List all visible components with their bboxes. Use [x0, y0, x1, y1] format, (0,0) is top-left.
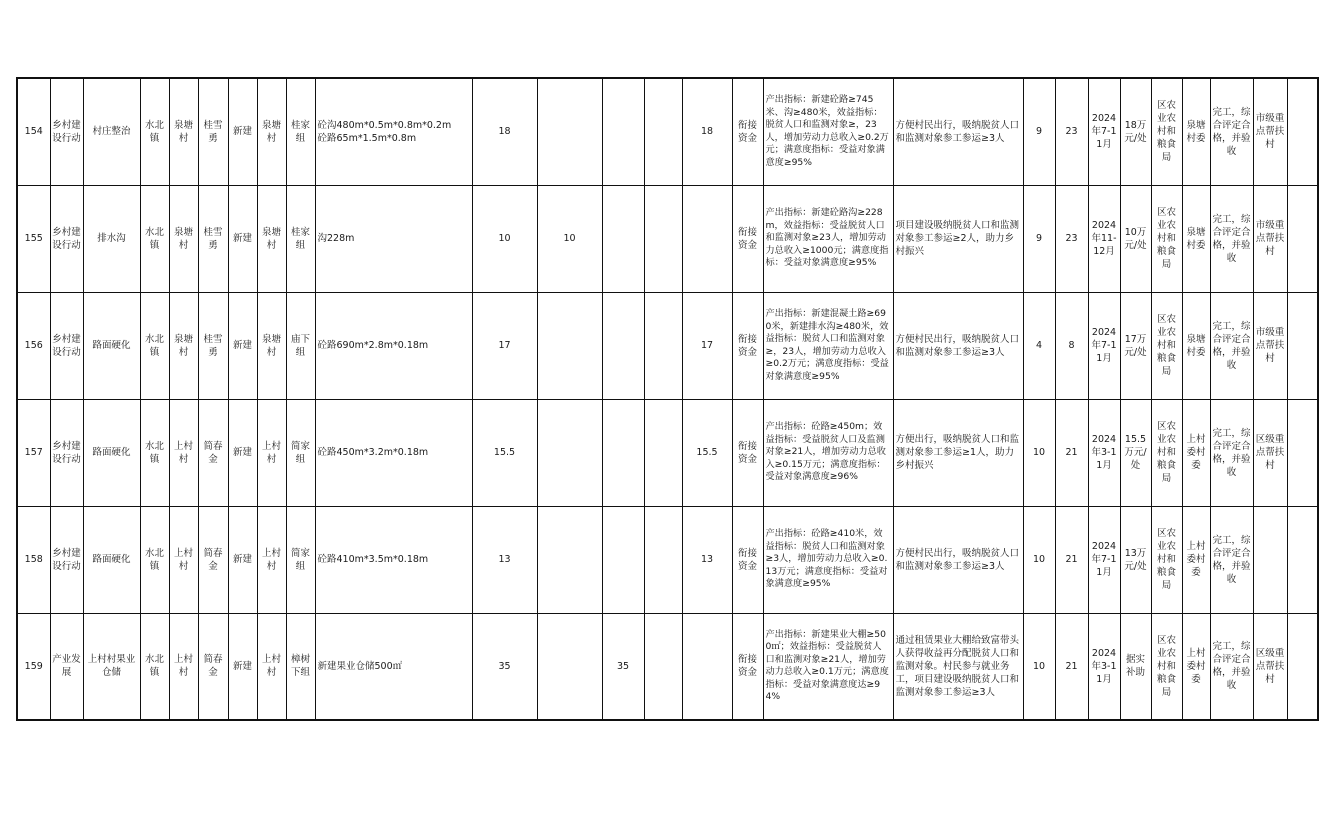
location-village: 泉塘村 — [257, 185, 286, 292]
construction-content: 砼路690m*2.8m*0.18m — [315, 292, 472, 399]
village: 泉塘村 — [169, 78, 198, 185]
fund-column-2: 35 — [602, 613, 644, 720]
table-body — [17, 78, 1318, 720]
subsidy-standard: 10万元/处 — [1120, 185, 1151, 292]
extra-column — [1287, 506, 1318, 613]
construction-content: 新建果业仓储500㎡ — [315, 613, 472, 720]
supervising-department: 区农业农村和粮食局 — [1151, 399, 1182, 506]
benefit-mechanism: 方便出行，吸纳脱贫人口和监测对象参工参运≥1人，助力乡村振兴 — [893, 399, 1023, 506]
construction-content: 砼路410m*3.5m*0.18m — [315, 506, 472, 613]
table-row — [17, 399, 1318, 506]
subsidy-standard: 18万元/处 — [1120, 78, 1151, 185]
construction-nature: 新建 — [228, 185, 257, 292]
subsidy-standard: 据实补助 — [1120, 613, 1151, 720]
fund-column-2 — [602, 292, 644, 399]
extra-column — [1287, 399, 1318, 506]
beneficiary-count-1: 9 — [1023, 185, 1055, 292]
construction-content: 沟228m — [315, 185, 472, 292]
beneficiary-count-2: 21 — [1055, 506, 1088, 613]
benefit-mechanism: 方便村民出行，吸纳脱贫人口和监测对象参工参运≥3人 — [893, 292, 1023, 399]
project-name: 村庄整治 — [83, 78, 140, 185]
row-number: 158 — [17, 506, 50, 613]
construction-content: 砼沟480m*0.5m*0.8m*0.2m 砼路65m*1.5m*0.8m — [315, 78, 472, 185]
responsible-person: 简春金 — [198, 613, 228, 720]
fund-type: 衔接资金 — [732, 185, 763, 292]
beneficiary-count-2: 23 — [1055, 78, 1088, 185]
implementing-unit: 泉塘村委 — [1182, 292, 1210, 399]
fund-column-1 — [537, 292, 602, 399]
beneficiary-count-2: 21 — [1055, 613, 1088, 720]
remark: 市级重点帮扶村 — [1253, 292, 1287, 399]
row-number: 155 — [17, 185, 50, 292]
town: 水北镇 — [140, 399, 169, 506]
project-name: 上村村果业仓储 — [83, 613, 140, 720]
location-village: 泉塘村 — [257, 292, 286, 399]
fund-type: 衔接资金 — [732, 399, 763, 506]
project-category: 乡村建设行动 — [50, 185, 83, 292]
fund-column-3 — [644, 292, 682, 399]
total-investment: 13 — [472, 506, 537, 613]
fund-column-3 — [644, 506, 682, 613]
fund-column-4 — [682, 613, 732, 720]
table-row — [17, 292, 1318, 399]
project-name: 排水沟 — [83, 185, 140, 292]
total-investment: 35 — [472, 613, 537, 720]
implementing-unit: 上村委村委 — [1182, 506, 1210, 613]
location-group: 简家组 — [286, 399, 315, 506]
responsible-person: 桂雪勇 — [198, 185, 228, 292]
total-investment: 17 — [472, 292, 537, 399]
project-table — [16, 77, 1319, 721]
location-village: 上村村 — [257, 399, 286, 506]
beneficiary-count-2: 8 — [1055, 292, 1088, 399]
beneficiary-count-1: 10 — [1023, 506, 1055, 613]
village: 上村村 — [169, 399, 198, 506]
performance-indicators: 产出指标：砼路≥410米，效益指标：脱贫人口和监测对象≥3人，增加劳动力总收入≥0.13万元；满意度指标：受益对象满意度≥95% — [763, 506, 893, 613]
village: 上村村 — [169, 506, 198, 613]
total-investment: 15.5 — [472, 399, 537, 506]
town: 水北镇 — [140, 506, 169, 613]
project-category: 乡村建设行动 — [50, 399, 83, 506]
fund-column-2 — [602, 399, 644, 506]
village: 泉塘村 — [169, 292, 198, 399]
supervising-department: 区农业农村和粮食局 — [1151, 292, 1182, 399]
location-group: 樟树下组 — [286, 613, 315, 720]
location-village: 上村村 — [257, 613, 286, 720]
town: 水北镇 — [140, 292, 169, 399]
acceptance-status: 完工，综合评定合格，并验收 — [1210, 506, 1253, 613]
location-group: 简家组 — [286, 506, 315, 613]
benefit-mechanism: 项目建设吸纳脱贫人口和监测对象参工参运≥2人，助力乡村振兴 — [893, 185, 1023, 292]
village: 上村村 — [169, 613, 198, 720]
fund-column-3 — [644, 399, 682, 506]
construction-nature: 新建 — [228, 292, 257, 399]
implementing-unit: 上村委村委 — [1182, 613, 1210, 720]
beneficiary-count-2: 21 — [1055, 399, 1088, 506]
fund-column-1 — [537, 613, 602, 720]
fund-column-3 — [644, 185, 682, 292]
remark: 区级重点帮扶村 — [1253, 399, 1287, 506]
performance-indicators: 产出指标：新建混凝土路≥690米，新建排水沟≥480米，效益指标：脱贫人口和监测对象≥，23人，增加劳动力总收入≥0.2万元；满意度指标：受益对象满意度≥95% — [763, 292, 893, 399]
project-name: 路面硬化 — [83, 399, 140, 506]
supervising-department: 区农业农村和粮食局 — [1151, 613, 1182, 720]
supervising-department: 区农业农村和粮食局 — [1151, 185, 1182, 292]
performance-indicators: 产出指标：新建果业大棚≥500㎡；效益指标：受益脱贫人口和监测对象≥21人，增加劳动力总收入≥0.1万元；满意度指标：受益对象满意度达≥94% — [763, 613, 893, 720]
fund-column-1 — [537, 506, 602, 613]
construction-content: 砼路450m*3.2m*0.18m — [315, 399, 472, 506]
remark — [1253, 506, 1287, 613]
beneficiary-count-1: 10 — [1023, 399, 1055, 506]
row-number: 157 — [17, 399, 50, 506]
project-category: 乡村建设行动 — [50, 292, 83, 399]
benefit-mechanism: 通过租赁果业大棚给致富带头人获得收益再分配脱贫人口和监测对象。村民参与就业务工，项目建设吸纳脱贫人口和监测对象参工参运≥3人 — [893, 613, 1023, 720]
fund-type: 衔接资金 — [732, 613, 763, 720]
location-village: 上村村 — [257, 506, 286, 613]
beneficiary-count-1: 4 — [1023, 292, 1055, 399]
benefit-mechanism: 方便村民出行，吸纳脱贫人口和监测对象参工参运≥3人 — [893, 506, 1023, 613]
subsidy-standard: 17万元/处 — [1120, 292, 1151, 399]
row-number: 159 — [17, 613, 50, 720]
fund-column-3 — [644, 78, 682, 185]
fund-type: 衔接资金 — [732, 78, 763, 185]
implementing-unit: 泉塘村委 — [1182, 78, 1210, 185]
construction-nature: 新建 — [228, 399, 257, 506]
performance-indicators: 产出指标：砼路≥450m；效益指标：受益脱贫人口及监测对象≥21人，增加劳动力总收入≥0.15万元；满意度指标：受益对象满意度≥96% — [763, 399, 893, 506]
project-category: 乡村建设行动 — [50, 506, 83, 613]
beneficiary-count-1: 9 — [1023, 78, 1055, 185]
construction-nature: 新建 — [228, 613, 257, 720]
fund-column-4: 13 — [682, 506, 732, 613]
location-group: 桂家组 — [286, 185, 315, 292]
implementing-unit: 上村委村委 — [1182, 399, 1210, 506]
acceptance-status: 完工，综合评定合格，并验收 — [1210, 78, 1253, 185]
remark: 区级重点帮扶村 — [1253, 613, 1287, 720]
fund-column-2 — [602, 78, 644, 185]
fund-column-1: 10 — [537, 185, 602, 292]
fund-column-3 — [644, 613, 682, 720]
responsible-person: 桂雪勇 — [198, 292, 228, 399]
fund-column-4: 15.5 — [682, 399, 732, 506]
fund-column-4: 18 — [682, 78, 732, 185]
benefit-mechanism: 方便村民出行，吸纳脱贫人口和监测对象参工参运≥3人 — [893, 78, 1023, 185]
beneficiary-count-1: 10 — [1023, 613, 1055, 720]
extra-column — [1287, 613, 1318, 720]
remark: 市级重点帮扶村 — [1253, 185, 1287, 292]
remark: 市级重点帮扶村 — [1253, 78, 1287, 185]
subsidy-standard: 15.5万元/处 — [1120, 399, 1151, 506]
row-number: 156 — [17, 292, 50, 399]
extra-column — [1287, 185, 1318, 292]
responsible-person: 简春金 — [198, 399, 228, 506]
fund-type: 衔接资金 — [732, 292, 763, 399]
table-row — [17, 78, 1318, 185]
acceptance-status: 完工，综合评定合格，并验收 — [1210, 399, 1253, 506]
extra-column — [1287, 78, 1318, 185]
town: 水北镇 — [140, 78, 169, 185]
implementation-period: 2024年7-11月 — [1088, 292, 1120, 399]
fund-column-2 — [602, 506, 644, 613]
implementing-unit: 泉塘村委 — [1182, 185, 1210, 292]
location-group: 庙下组 — [286, 292, 315, 399]
town: 水北镇 — [140, 613, 169, 720]
total-investment: 10 — [472, 185, 537, 292]
implementation-period: 2024年7-11月 — [1088, 506, 1120, 613]
project-name: 路面硬化 — [83, 292, 140, 399]
implementation-period: 2024年3-11月 — [1088, 399, 1120, 506]
performance-indicators: 产出指标：新建砼路沟≥228m，效益指标：受益脱贫人口和监测对象≥23人，增加劳动力总收入≥1000元；满意度指标：受益对象满意度≥95% — [763, 185, 893, 292]
construction-nature: 新建 — [228, 78, 257, 185]
performance-indicators: 产出指标：新建砼路≥745米、沟≥480米，效益指标：脱贫人口和监测对象≥，23人，增加劳动力总收入≥0.2万元；满意度指标：受益对象满意度≥95% — [763, 78, 893, 185]
supervising-department: 区农业农村和粮食局 — [1151, 506, 1182, 613]
responsible-person: 简春金 — [198, 506, 228, 613]
fund-type: 衔接资金 — [732, 506, 763, 613]
fund-column-1 — [537, 78, 602, 185]
acceptance-status: 完工，综合评定合格，并验收 — [1210, 613, 1253, 720]
total-investment: 18 — [472, 78, 537, 185]
implementation-period: 2024年7-11月 — [1088, 78, 1120, 185]
table-row — [17, 185, 1318, 292]
fund-column-2 — [602, 185, 644, 292]
acceptance-status: 完工，综合评定合格，并验收 — [1210, 185, 1253, 292]
fund-column-1 — [537, 399, 602, 506]
project-category: 乡村建设行动 — [50, 78, 83, 185]
project-name: 路面硬化 — [83, 506, 140, 613]
fund-column-4 — [682, 185, 732, 292]
project-category: 产业发展 — [50, 613, 83, 720]
extra-column — [1287, 292, 1318, 399]
village: 泉塘村 — [169, 185, 198, 292]
implementation-period: 2024年11-12月 — [1088, 185, 1120, 292]
subsidy-standard: 13万元/处 — [1120, 506, 1151, 613]
fund-column-4: 17 — [682, 292, 732, 399]
supervising-department: 区农业农村和粮食局 — [1151, 78, 1182, 185]
row-number: 154 — [17, 78, 50, 185]
implementation-period: 2024年3-11月 — [1088, 613, 1120, 720]
table-row — [17, 613, 1318, 720]
construction-nature: 新建 — [228, 506, 257, 613]
acceptance-status: 完工，综合评定合格，并验收 — [1210, 292, 1253, 399]
location-group: 桂家组 — [286, 78, 315, 185]
table-row — [17, 506, 1318, 613]
location-village: 泉塘村 — [257, 78, 286, 185]
town: 水北镇 — [140, 185, 169, 292]
responsible-person: 桂雪勇 — [198, 78, 228, 185]
beneficiary-count-2: 23 — [1055, 185, 1088, 292]
